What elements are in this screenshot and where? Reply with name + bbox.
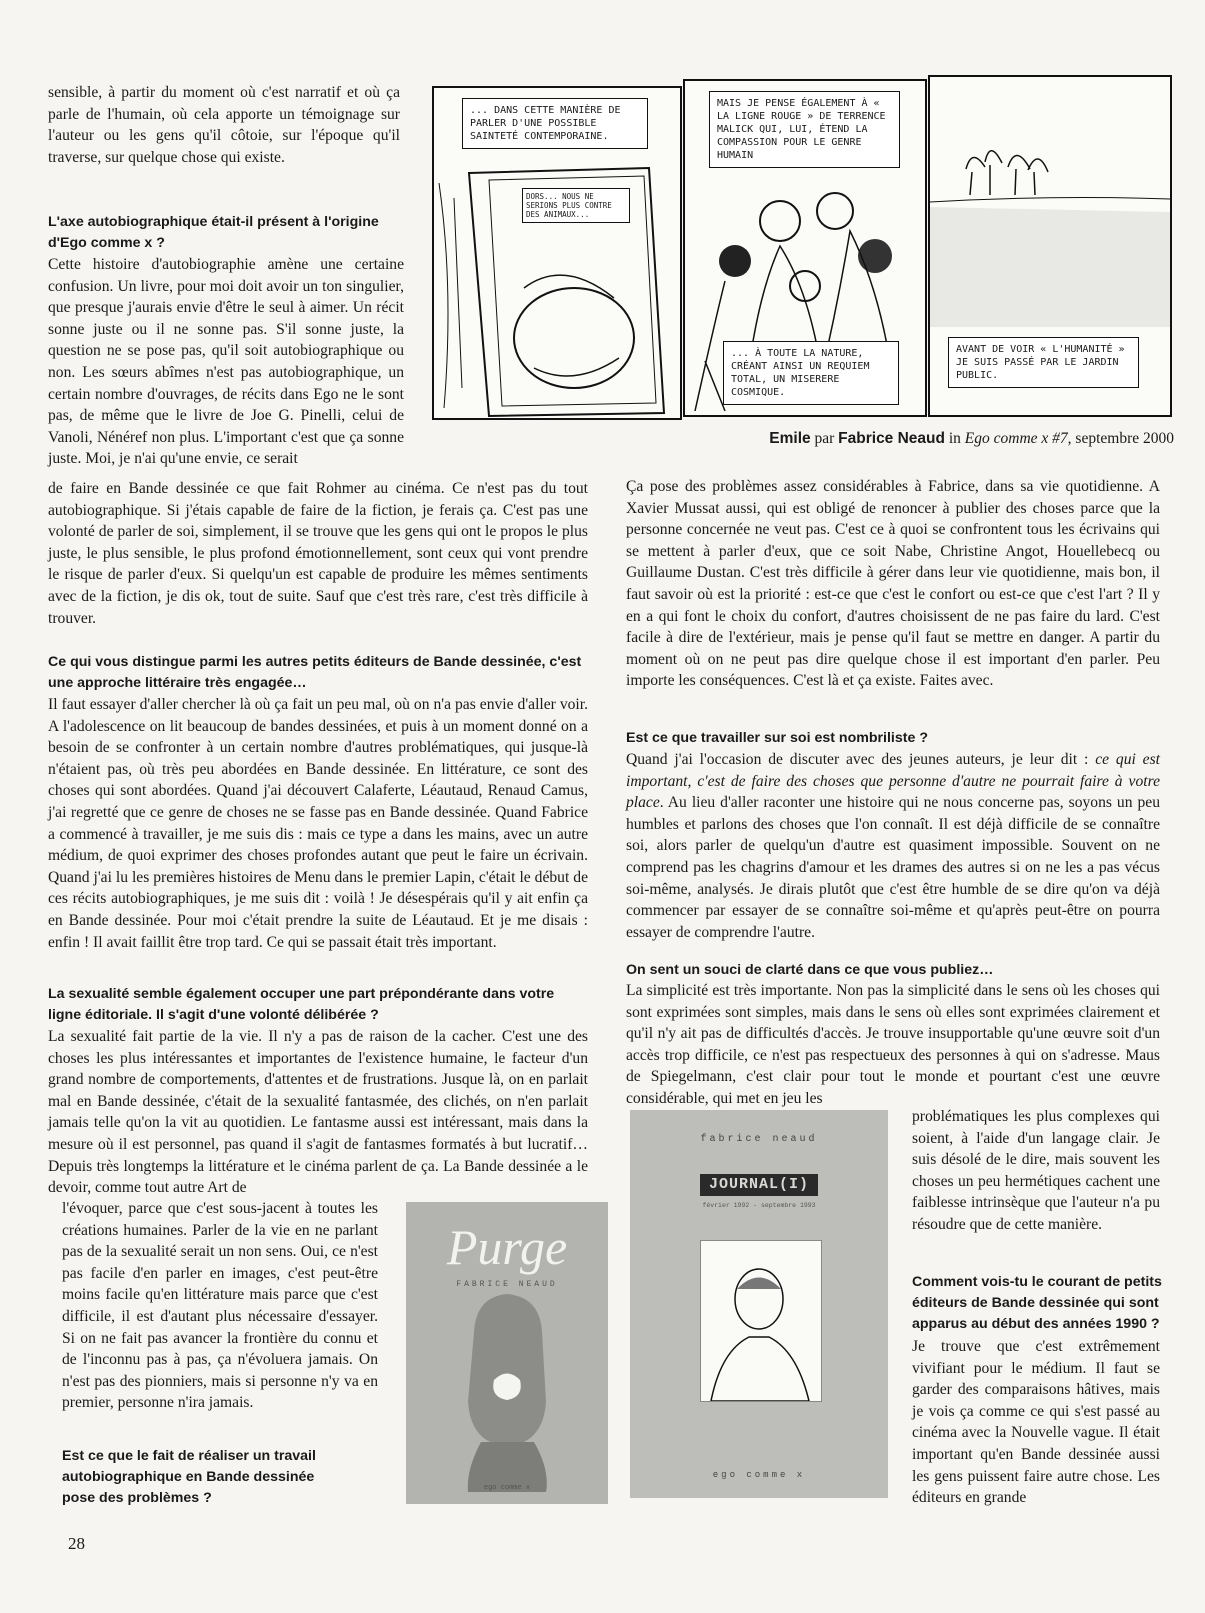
right-para-2-start: Quand j'ai l'occasion de discuter avec des jeunes auteurs, je leur dit : [626, 751, 1096, 768]
left-para-3: Il faut essayer d'aller chercher là où ça fait un peu mal, où on n'a pas envie d'aller voir. A l'adolescence on lit beaucoup de bandes dessinées, et puis à un moment donné on a besoin de se confronter à un certain nombre d'autres problématiques, qui jusque-là n'étaient pas, où très peu abordées en Bande dessinée. En littérature, ce sont des choses qui sont abordées. Quand j'ai découvert Calaferte, Léautaud, Renaud Camus, j'ai regretté que ce genre de choses ne se fasse pas en Bande dessinée. Quand Fabrice a commencé à travailler, je me suis dis : mais ce type a dans les mains, avec un autre médium, de quoi exprimer des choses profondes autant que peut le faire un écrivain. Quand j'ai lu les premières histoires de Menu dans le premier Lapin, c'était le début de ces récits autobiographiques, je me suis dit : voilà ! Je désespérais qu'il y ait enfin ça en Bande dessinée. Pour moi c'était prendre la suite de Léautaud. Et je me disais : enfin ! Il avait faillit être trop tard. Ce qui se passait était très important. [48, 696, 588, 951]
journal-cover-drawing [701, 1241, 821, 1401]
left-question-2: Ce qui vous distingue parmi les autres petits éditeurs de Bande dessinée, c'est une approche littéraire très engagée… [48, 654, 582, 691]
left-para-4-narrow: l'évoquer, parce que c'est sous-jacent à toutes les créations humaines. Parler de la vie en ne parlant pas de la sexualité serait un non sens. Oui, ce n'est pas facile d'en parler en images, c'est peut-être moins facile qu'en littérature mais parce que c'est difficile, il est d'autant plus nécessaire d'essayer. Si on ne fait pas avancer la frontière du connu et de l'inconnu pas à pas, ça n'évoluera jamais. On n'est pas des pionniers, mais si personne n'y va en premier, personne n'ira jamais. [62, 1200, 378, 1412]
left-para-2-narrow: Cette histoire d'autobiographie amène une certaine confusion. Un livre, pour moi doit avoir un ton singulier, que presque j'aurais envie d'être le seul à aimer. Un récit sonne juste ou il ne sonne pas. S'il sonne juste, la question ne se pose pas, qu'il soit autobiographique ou non. Les sœurs abîmes n'est pas autobiographique, un certain nombre d'ouvrages, de récits dans Ego ne le sont pas, de même que le livre de Joe G. Pinelli, celui de Vanoli, Nénéref non plus. L'important c'est que ça sonne juste. Moi, je n'ai qu'une envie, ce serait [48, 256, 404, 468]
left-para-1: sensible, à partir du moment où c'est narratif et où ça parle de l'humain, où cela apporte un témoignage sur l'auteur ou les gens qu'il côtoie, sur l'époque qu'il traverse, sur quelque chose qui existe. [48, 84, 400, 166]
comic-panel-3 [928, 75, 1172, 417]
left-question-4: Est ce que le fait de réaliser un travail autobiographique en Bande dessinée pose des problèmes ? [62, 1448, 316, 1506]
purge-cover-author: FABRICE NEAUD [456, 1280, 558, 1289]
panel-3-caption: AVANT DE VOIR « L'HUMANITÉ » JE SUIS PASSÉ PAR LE JARDIN PUBLIC. [948, 337, 1139, 388]
credit-in: in [944, 430, 965, 447]
credit-title: Emile [769, 430, 811, 447]
right-para-2-end: . Au lieu d'aller raconter une histoire qui ne nous concerne pas, soyons un peu humbles et parlons des choses que l'on connaît. Il est déjà difficile de se connaître soi, alors parler de quelqu'un d'autre est quasiment impossible. Souvent on ne comprend pas les chagrins d'amour et les drames des autres si on ne les a pas vécus soi-même, analysés. Je dirais plutôt que c'est être humble de se dire qu'on va déjà commencer par essayer de se connaître soi-même et qu'après peut-être on pourra essayer de comprendre l'autre. [626, 794, 1160, 941]
purge-cover-publisher: ego comme x [483, 1484, 531, 1492]
right-para-2 [626, 749, 1160, 943]
panel-2-caption-top: MAIS JE PENSE ÉGALEMENT À « LA LIGNE ROUGE » DE TERRENCE MALICK QUI, LUI, ÉTEND LA COMPASSION POUR LE GENRE HUMAIN [709, 91, 900, 168]
right-question-3: Comment vois-tu le courant de petits éditeurs de Bande dessinée qui sont apparus au début des années 1990 ? [912, 1274, 1162, 1332]
journal-cover-subtitle: février 1992 - septembre 1993 [702, 1202, 816, 1209]
left-question-1: L'axe autobiographique était-il présent à l'origine d'Ego comme x ? [48, 214, 379, 251]
right-para-2-emphasis: ce qui est important, c'est de faire des choses que personne d'autre ne pourrait faire à votre place [626, 751, 1160, 812]
journal-cover-author: fabrice neaud [700, 1134, 818, 1145]
left-para-4-wide: La sexualité fait partie de la vie. Il n'y a pas de raison de la cacher. C'est une des choses les plus intéressantes et importantes de l'existence humaine, le facteur d'un grand nombre de comportements, d'attentes et de frustrations. Jusque là, on en parlait mal en Bande dessinée, c'était de la sexualité fantasmée, des clichés, on n'en parlait jamais telle qu'on la vit au quotidien. Le fantasme aussi est intéressant, mais dans la mesure où il est personnel, pas quand il s'agit de fantasmes formatés à but lucratif… Depuis très longtemps la littérature et le cinéma parlent de ça. La Bande dessinée a le devoir, comme tout autre Art de [48, 1028, 588, 1197]
credit-publication: Ego comme x #7 [964, 430, 1068, 447]
right-para-3-wide: La simplicité est très importante. Non pas la simplicité dans le sens où les choses qui sont exprimées sont simples, mais dans le sens où elles sont exprimées clairement et qu'il n'y ait pas de difficultés d'accès. Je trouve insupportable qu'une œuvre soit d'un accès trop difficile, ce n'est pas respectueux des personnes à qui on s'adresse. Maus de Spiegelmann, c'est clair pour tout le monde et pourtant c'est une œuvre considérable, qui met en jeu les [626, 982, 1160, 1107]
left-para-2-wide: de faire en Bande dessinée ce que fait Rohmer au cinéma. Ce n'est pas du tout autobiographique. Si j'étais capable de faire de la fiction, je ferais ça. C'est pas une volonté de parler de soi, simplement, il se trouve que les gens qui ont le propos le plus juste, le plus sensible, le plus profond émotionnellement, sont ceux qui vont prendre le risque de parler d'eux. Si quelqu'un est capable de produire les mêmes sentiments avec de la fiction, je dis ok, tout de suite. Sauf que c'est très rare, c'est très difficile à trouver. [48, 480, 588, 627]
comic-panel-2 [683, 79, 927, 417]
comic-panel-1 [432, 86, 682, 420]
journal-cover-publisher: ego comme x [712, 1470, 806, 1480]
right-para-3-narrow: problématiques les plus complexes qui soient, à l'aide d'un langage clair. Je suis désolé de le dire, mais souvent les choses un peu hermétiques cachent une faiblesse intrinsèque que l'auteur n'a pu résoudre que de cette manière. [912, 1108, 1160, 1233]
page-number: 28 [68, 1534, 85, 1553]
credit-date: , septembre 2000 [1067, 430, 1174, 447]
right-question-2: On sent un souci de clarté dans ce que vous publiez… [626, 962, 994, 978]
comic-credit [740, 430, 1174, 448]
journal-cover-image [700, 1240, 822, 1402]
purge-cover-title: Purge [446, 1219, 568, 1275]
right-question-1: Est ce que travailler sur soi est nombriliste ? [626, 730, 928, 746]
right-para-1: Ça pose des problèmes assez considérables à Fabrice, dans sa vie quotidienne. A Xavier Mussat aussi, qui est obligé de renoncer à publier des choses parce que la personne concernée ne veut pas. C'est ce à quoi se confrontent tous les écrivains qui se mettent à parler d'eux, que ce soit Nabe, Christine Angot, Houellebecq ou Guillaume Dustan. C'est très difficile à gérer dans leur vie quotidienne, mais bon, il faut savoir où est la priorité : est-ce que c'est le confort ou est-ce que c'est l'art ? Il y en a qui font le choix du confort, d'autres choisissent de ne pas faire du lard. C'est facile à dire de l'extérieur, mais je pense qu'il faut se mettre en danger. A partir du moment où on ne peut pas dire quelque chose il est important d'en parler. Peu importe les conséquences. C'est là et ça existe. Faites avec. [626, 478, 1160, 690]
credit-author: Fabrice Neaud [838, 430, 945, 447]
panel-1-book-text: DORS... NOUS NE SERIONS PLUS CONTRE DES ANIMAUX... [522, 188, 630, 223]
journal-cover-title: JOURNAL(I) [708, 1176, 809, 1193]
journal-cover-title-box [700, 1174, 818, 1196]
panel-1-drawing [434, 88, 680, 418]
purge-cover-illustration [406, 1202, 608, 1504]
left-question-3: La sexualité semble également occuper une part prépondérante dans votre ligne éditoriale. Il s'agit d'une volonté délibérée ? [48, 986, 555, 1023]
right-para-4: Je trouve que c'est extrêmement vivifiant pour le médium. Il faut se garder des comparaisons hâtives, mais je vois ça comme ce qui s'est passé au cinéma avec la Nouvelle vague. Il était important qu'en Bande dessinée aussi les gens puissent faire autre chose. Les éditeurs en grande [912, 1338, 1160, 1507]
panel-1-caption: ... DANS CETTE MANIÈRE DE PARLER D'UNE POSSIBLE SAINTETÉ CONTEMPORAINE. [462, 98, 648, 149]
purge-book-cover [406, 1202, 608, 1504]
journal-book-cover [630, 1110, 888, 1498]
panel-2-caption-bottom: ... À TOUTE LA NATURE, CRÉANT AINSI UN REQUIEM TOTAL, UN MISERERE COSMIQUE. [723, 341, 899, 405]
credit-par: par [810, 430, 839, 447]
